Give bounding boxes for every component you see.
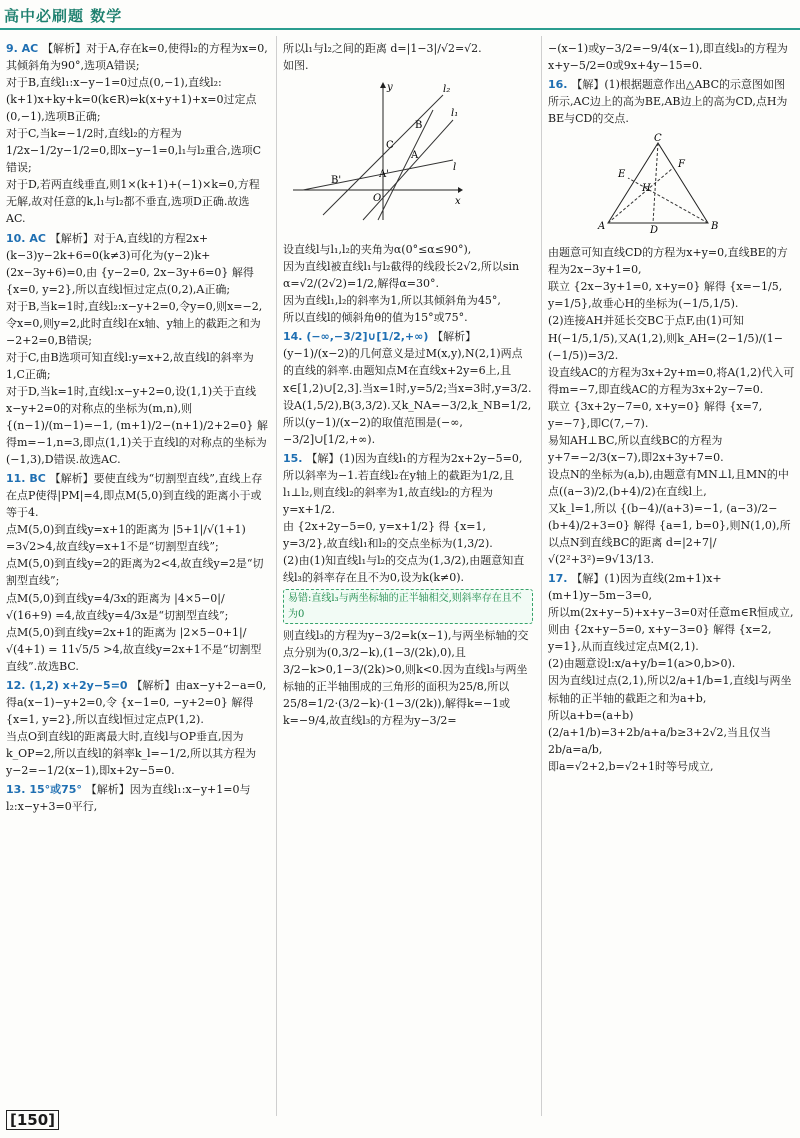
solution-text: 点M(5,0)到直线y=4/3x的距离为 |4×5−0|/√(16+9) =4,故直线y=4/3x是“切割型直线”; [6,591,229,622]
solution-line [283,518,533,552]
triangle-diagram [548,133,728,233]
header-rule [0,28,800,30]
solution-block [283,241,533,326]
solution-line [548,312,796,363]
solution-text: 设直线AC的方程为3x+2y+m=0,将A(1,2)代入可得m=−7,即直线AC的方程为3x+2y−7=0. [548,365,795,396]
column-1 [6,40,268,817]
solution-line [6,728,268,779]
solution-line [283,328,533,447]
label-H: H [642,183,651,195]
solution-line [548,466,796,500]
solution-text: 即a=√2+2,b=√2+1时等号成立, [548,759,714,773]
solution-line [283,309,533,326]
label-l2: l₂ [443,84,451,96]
solution-line [6,74,268,125]
solution-text: 因为直线l₁,l₂的斜率为1,所以其倾斜角为45°, [283,294,501,308]
solution-line [283,627,533,729]
solution-text: 所以l₁与l₂之间的距离 d=|1−3|/√2=√2. [283,42,482,55]
label-B-prime: B' [331,175,342,187]
label-C: C [386,140,394,152]
solution-line [6,125,268,176]
solution-block [6,230,268,469]
label-l: l [453,162,457,174]
solution-text: 则由 {2x+y−5=0, x+y−3=0} 解得 {x=2, y=1},从而直线过定点M(2,1). [548,623,772,654]
column-3-top [548,40,796,127]
line-l1 [363,120,453,220]
solution-text: 由 {2x+2y−5=0, y=x+1/2} 得 {x=1, y=3/2},故直线l₁和l₂的交点坐标为(1,3/2). [283,519,493,550]
solution-line [548,672,796,706]
solution-text: 所以a+b=(a+b)(2/a+1/b)=3+2b/a+a/b≥3+2√2,当且仅当2b/a=a/b, [548,708,772,756]
solution-text: 【解析】(y−1)/(x−2)的几何意义是过M(x,y),N(2,1)两点的直线的斜率.由题知点M在直线x+2y=6上,且x∈[1,2)∪[2,3].当x=1时,y=5/2;当x=3时,y=3/2.设A(1,5/2),B(3,3/2).又k_NA=−3/2,k_NB=1/2,所以(y−1)/(x−2)的取值范围是(−∞,−3/2]∪[1/2,+∞). [283,330,532,446]
solution-text: 对于C,当k=−1/2时,直线l₂的方程为 1/2x−1/2y−1/2=0,即x−y−1=0,l₁与l₂重合,选项C错误; [6,127,262,175]
header-title: 高中必刷题 数学 [4,7,123,25]
solution-text: 又k_l=1,所以 {(b−4)/(a+3)=−1, (a−3)/2−(b+4)/2+3=0} 解得 {a=1, b=0},则N(1,0),所以点N到直线BC的距离 d=|2+7|/√(2²+3²)=9√13/13. [548,501,791,567]
solution-block [548,570,796,775]
solution-text: 易知AH⊥BC,所以直线BC的方程为y+7=−2/3(x−7),即2x+3y+7=0. [548,433,724,464]
label-C: C [654,133,662,145]
line-cut [378,110,433,220]
y-axis-arrow [380,82,386,88]
solution-text: 当点O到直线l的距离最大时,直线l与OP垂直,因为k_OP=2,所以直线l的斜率k_l=−1/2,所以其方程为y−2=−1/2(x−1),即x+2y−5=0. [6,729,257,777]
column-2-bottom [283,627,533,729]
solution-text: 【解】(1)因为直线l₁的方程为2x+2y−5=0,所以斜率为−1.若直线l₂在y轴上的截距为1/2,且l₁⊥l₂,则直线l₂的斜率为1,故直线l₂的方程为y=x+1/2. [283,451,523,516]
solution-block [283,328,533,447]
solution-block [6,677,268,779]
solution-line [283,40,533,57]
column-3 [548,40,796,777]
solution-line [548,278,796,312]
solution-text: 点M(5,0)到直线y=2x+1的距离为 |2×5−0+1|/√(4+1) = 11√5/5 >4,故直线y=2x+1不是“切割型直线”.故选BC. [6,625,262,673]
solution-line [6,230,268,298]
solution-text: 【解析】对于A,直线l的方程2x+(k−3)y−2k+6=0(k≠3)可化为(y−2)k+(2x−3y+6)=0,由 {y−2=0, 2x−3y+6=0} 解得 {x=0, y=2},所以直线l恒过定点(0,2),A正确; [6,231,254,296]
solution-line [6,40,268,74]
question-number: 15. [283,451,307,465]
question-number: 9. AC [6,42,43,55]
solution-line [548,40,796,74]
column-2-middle [283,241,533,586]
solution-block [548,76,796,127]
solution-block [6,40,268,228]
label-A-prime: A' [379,169,389,181]
solution-line [6,624,268,675]
solution-line [548,621,796,655]
label-B: B [415,120,423,132]
solution-text: 【解析】对于A,存在k=0,使得l₂的方程为x=0,其倾斜角为90°,选项A错误; [6,42,268,73]
solution-line [283,258,533,292]
solution-block [548,40,796,74]
solution-line [6,590,268,624]
question-number: 11. BC [6,472,50,486]
solution-text: (2)连接AH并延长交BC于点F,由(1)可知H(−1/5,1/5),又A(1,2),则k_AH=(2−1/5)/(1−(−1/5))=3/2. [548,314,783,362]
solution-line [6,470,268,521]
altitude-BE [628,178,708,223]
solution-block [283,627,533,729]
solution-line [6,176,268,227]
question-number: 16. [548,78,572,92]
solution-line [548,398,796,432]
column-divider [541,36,542,1116]
page-header [0,0,800,30]
solution-text: 设点N的坐标为(a,b),由题意有MN⊥l,且MN的中点((a−3)/2,(b+4)/2)在直线l上, [548,467,789,498]
solution-text: 对于B,当k=1时,直线l₂:x−y+2=0,令y=0,则x=−2,令x=0,则y=2,此时直线l在x轴、y轴上的截距之和为−2+2=0,B错误; [6,299,263,347]
solution-text: 【解】(1)因为直线(2m+1)x+(m+1)y−5m−3=0, [548,572,722,603]
solution-block [548,244,796,568]
solution-line [548,570,796,604]
solution-line [6,555,268,589]
solution-text: 如图. [283,59,309,73]
lines-figure [283,80,533,235]
solution-text: 【解析】由ax−y+2−a=0,得a(x−1)−y+2=0,令 {x−1=0, −y+2=0} 解得 {x=1, y=2},所以直线l恒过定点P(1,2). [6,678,267,726]
solution-block [6,470,268,675]
label-F: F [678,159,685,171]
line-l [303,160,453,190]
solution-line [548,500,796,568]
solution-line [548,364,796,398]
column-2 [283,40,533,731]
solution-text: 对于D,若两直线垂直,则1×(k+1)+(−1)×k=0,方程无解,故对任意的k,l₁与l₂都不垂直,选项D正确.故选AC. [6,178,260,226]
solution-line [6,298,268,349]
column-3-bottom [548,244,796,774]
label-A: A [598,221,606,233]
question-number: 14. (−∞,−3/2]∪[1/2,+∞) [283,330,433,344]
solution-text: 对于D,当k=1时,直线l:x−y+2=0,设(1,1)关于直线x−y+2=0的对称点的坐标为(m,n),则 {(n−1)/(m−1)=−1, (m+1)/2−(n+1)/2+2=0} 解得m=−1,n=3,即点(1,1)关于直线l的对称点的坐标为(−1,3),D错误.故选AC. [6,384,268,467]
label-E: E [618,169,626,181]
question-number: 10. AC [6,231,50,245]
solution-line [6,383,268,468]
solution-text: (2)由题意设l:x/a+y/b=1(a>0,b>0). [548,657,736,671]
solution-line [548,758,796,775]
solution-text: 则直线l₃的方程为y−3/2=k(x−1),与两坐标轴的交点分别为(0,3/2−k),(1−3/(2k),0),且3/2−k>0,1−3/(2k)>0,则k<0.因为直线l₃与两坐标轴的正半轴围成的三角形的面积为25/8,所以25/8=1/2·(3/2−k)·(1−3/(2k)),解得k=−1或k=−9/4,故直线l₃的方程为y−3/2= [283,629,529,728]
solution-text: −(x−1)或y−3/2=−9/4(x−1),即直线l₃的方程为x+y−5/2=0或9x+4y−15=0. [548,42,788,73]
question-number: 12. (1,2) x+2y−5=0 [6,678,132,692]
solution-line [283,241,533,258]
solution-block [6,781,268,815]
solution-line [283,552,533,586]
solution-text: (2)由(1)知直线l₁与l₂的交点为(1,3/2),由题意知直线l₃的斜率存在且不为0,设为k(k≠0). [283,553,525,585]
error-tip: 易错:直线l₃与两坐标轴的正半轴相交,则斜率存在且不为0 [283,589,533,624]
solution-text: 点M(5,0)到直线y=x+1的距离为 |5+1|/√(1+1) =3√2>4,故直线y=x+1不是“切割型直线”; [6,523,246,554]
solution-text: 由题意可知直线CD的方程为x+y=0,直线BE的方程为2x−3y+1=0, [548,246,788,277]
solution-text: 点M(5,0)到直线y=2的距离为2<4,故直线y=2是“切割型直线”; [6,557,264,588]
solution-text: 所以直线l的倾斜角θ的值为15°或75°. [283,311,468,325]
lines-diagram [283,80,463,230]
solution-text: 因为直线l被直线l₁与l₂截得的线段长2√2,所以sin α=√2/(2√2)=1/2,解得α=30°. [283,260,520,291]
solution-text: 因为直线l过点(2,1),所以2/a+1/b=1,直线l与两坐标轴的正半轴的截距之和为a+b, [548,674,792,705]
solution-line [548,76,796,127]
label-D: D [650,225,659,234]
solution-line [548,604,796,621]
solution-block [283,40,533,74]
solution-text: 【解】(1)根据题意作出△ABC的示意图如图所示,AC边上的高为BE,AB边上的高为CD,点H为BE与CD的交点. [548,78,788,126]
page-number: [150] [6,1110,59,1130]
question-number: 17. [548,572,572,586]
solution-line [548,655,796,672]
solution-line [283,292,533,309]
question-number: 13. 15°或75° [6,783,86,797]
solution-text: 所以m(2x+y−5)+x+y−3=0对任意m∈R恒成立, [548,606,794,620]
label-l1: l₁ [451,108,459,120]
solution-block [283,450,533,586]
label-O: O [373,193,382,205]
solution-line [548,244,796,278]
column-divider [276,36,277,1116]
column-2-top [283,40,533,74]
label-x: x [455,196,461,208]
x-axis-arrow [458,187,463,193]
label-A: A [411,150,419,162]
solution-line [548,432,796,466]
solution-line [6,349,268,383]
solution-line [283,57,533,74]
label-y: y [387,82,393,94]
solution-text: 【解析】要使直线为“切割型直线”,直线上存在点P使得|PM|=4,即点M(5,0)到直线的距离小于或等于4. [6,472,263,520]
solution-text: 【解析】因为直线l₁:x−y+1=0与l₂:x−y+3=0平行, [6,783,251,814]
solution-line [283,450,533,518]
solution-text: 对于B,直线l₁:x−y−1=0过点(0,−1),直线l₂:(k+1)x+ky+k=0(k∈R)⇔k(x+y+1)+x=0过定点(0,−1),选项B正确; [6,76,257,124]
solution-line [548,707,796,758]
solution-text: 设直线l与l₁,l₂的夹角为α(0°≤α≤90°), [283,243,472,257]
solution-text: 联立 {3x+2y−7=0, x+y=0} 解得 {x=7, y=−7},即C(7,−7). [548,399,763,430]
triangle-figure [548,133,796,238]
triangle-ABC [608,143,708,223]
solution-text: 对于C,由B选项可知直线l:y=x+2,故直线l的斜率为1,C正确; [6,350,254,381]
solution-line [6,781,268,815]
solution-line [6,521,268,555]
solution-line [6,677,268,728]
label-B: B [711,221,719,233]
solution-text: 联立 {2x−3y+1=0, x+y=0} 解得 {x=−1/5, y=1/5},故垂心H的坐标为(−1/5,1/5). [548,280,783,311]
